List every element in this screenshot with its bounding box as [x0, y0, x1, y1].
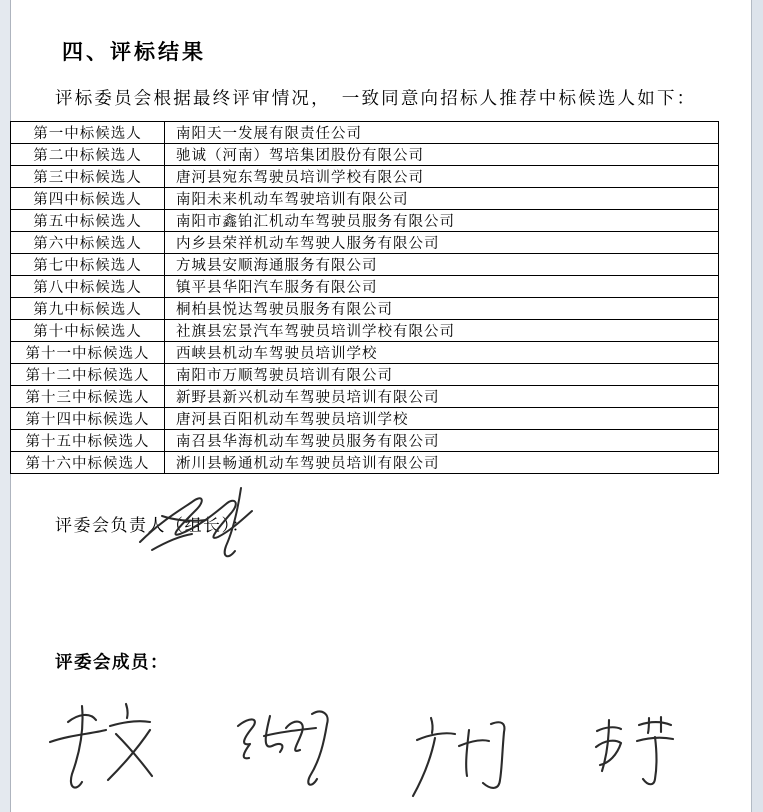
intro-paragraph: 评标委员会根据最终评审情况， 一致同意向招标人推荐中标候选人如下： — [55, 88, 697, 108]
member-signature-3-icon — [405, 710, 510, 805]
table-row — [11, 144, 719, 166]
section-heading: 四、评标结果 — [62, 41, 206, 64]
rank-cell: 第十中标候选人 — [11, 320, 165, 342]
company-cell: 南阳未来机动车驾驶培训有限公司 — [165, 188, 719, 210]
rank-cell: 第十二中标候选人 — [11, 364, 165, 386]
rank-cell: 第十四中标候选人 — [11, 408, 165, 430]
table-row — [11, 166, 719, 188]
leader-signature-icon — [122, 480, 272, 568]
company-cell: 唐河县宛东驾驶员培训学校有限公司 — [165, 166, 719, 188]
company-cell: 西峡县机动车驾驶员培训学校 — [165, 342, 719, 364]
rank-cell: 第十一中标候选人 — [11, 342, 165, 364]
table-row — [11, 320, 719, 342]
table-row — [11, 232, 719, 254]
members-label: 评委会成员： — [55, 652, 169, 672]
rank-cell: 第十五中标候选人 — [11, 430, 165, 452]
rank-cell: 第七中标候选人 — [11, 254, 165, 276]
company-cell: 镇平县华阳汽车服务有限公司 — [165, 276, 719, 298]
rank-cell: 第九中标候选人 — [11, 298, 165, 320]
company-cell: 社旗县宏景汽车驾驶员培训学校有限公司 — [165, 320, 719, 342]
rank-cell: 第六中标候选人 — [11, 232, 165, 254]
table-row — [11, 452, 719, 474]
company-cell: 淅川县畅通机动车驾驶员培训有限公司 — [165, 452, 719, 474]
member-signature-2-icon — [222, 700, 337, 795]
company-cell: 南召县华海机动车驾驶员服务有限公司 — [165, 430, 719, 452]
table-row — [11, 254, 719, 276]
company-cell: 南阳天一发展有限责任公司 — [165, 122, 719, 144]
table-row — [11, 276, 719, 298]
rank-cell: 第八中标候选人 — [11, 276, 165, 298]
rank-cell: 第十三中标候选人 — [11, 386, 165, 408]
table-row — [11, 408, 719, 430]
table-row — [11, 386, 719, 408]
rank-cell: 第一中标候选人 — [11, 122, 165, 144]
right-page-margin — [751, 0, 763, 812]
company-cell: 南阳市鑫铂汇机动车驾驶员服务有限公司 — [165, 210, 719, 232]
member-signature-4-icon — [583, 713, 678, 791]
rank-cell: 第五中标候选人 — [11, 210, 165, 232]
company-cell: 方城县安顺海通服务有限公司 — [165, 254, 719, 276]
table-row — [11, 430, 719, 452]
company-cell: 驰诚（河南）驾培集团股份有限公司 — [165, 144, 719, 166]
company-cell: 新野县新兴机动车驾驶员培训有限公司 — [165, 386, 719, 408]
table-row — [11, 364, 719, 386]
company-cell: 南阳市万顺驾驶员培训有限公司 — [165, 364, 719, 386]
table-row — [11, 210, 719, 232]
rank-cell: 第二中标候选人 — [11, 144, 165, 166]
company-cell: 唐河县百阳机动车驾驶员培训学校 — [165, 408, 719, 430]
company-cell: 内乡县荣祥机动车驾驶人服务有限公司 — [165, 232, 719, 254]
company-cell: 桐柏县悦达驾驶员服务有限公司 — [165, 298, 719, 320]
rank-cell: 第四中标候选人 — [11, 188, 165, 210]
results-table-body — [11, 122, 719, 474]
table-row — [11, 298, 719, 320]
leader-label: 评委会负责人（组长）： — [55, 516, 250, 535]
bid-results-table — [10, 121, 719, 474]
table-row — [11, 122, 719, 144]
member-signature-1-icon — [38, 700, 158, 800]
rank-cell: 第三中标候选人 — [11, 166, 165, 188]
rank-cell: 第十六中标候选人 — [11, 452, 165, 474]
table-row — [11, 188, 719, 210]
table-row — [11, 342, 719, 364]
